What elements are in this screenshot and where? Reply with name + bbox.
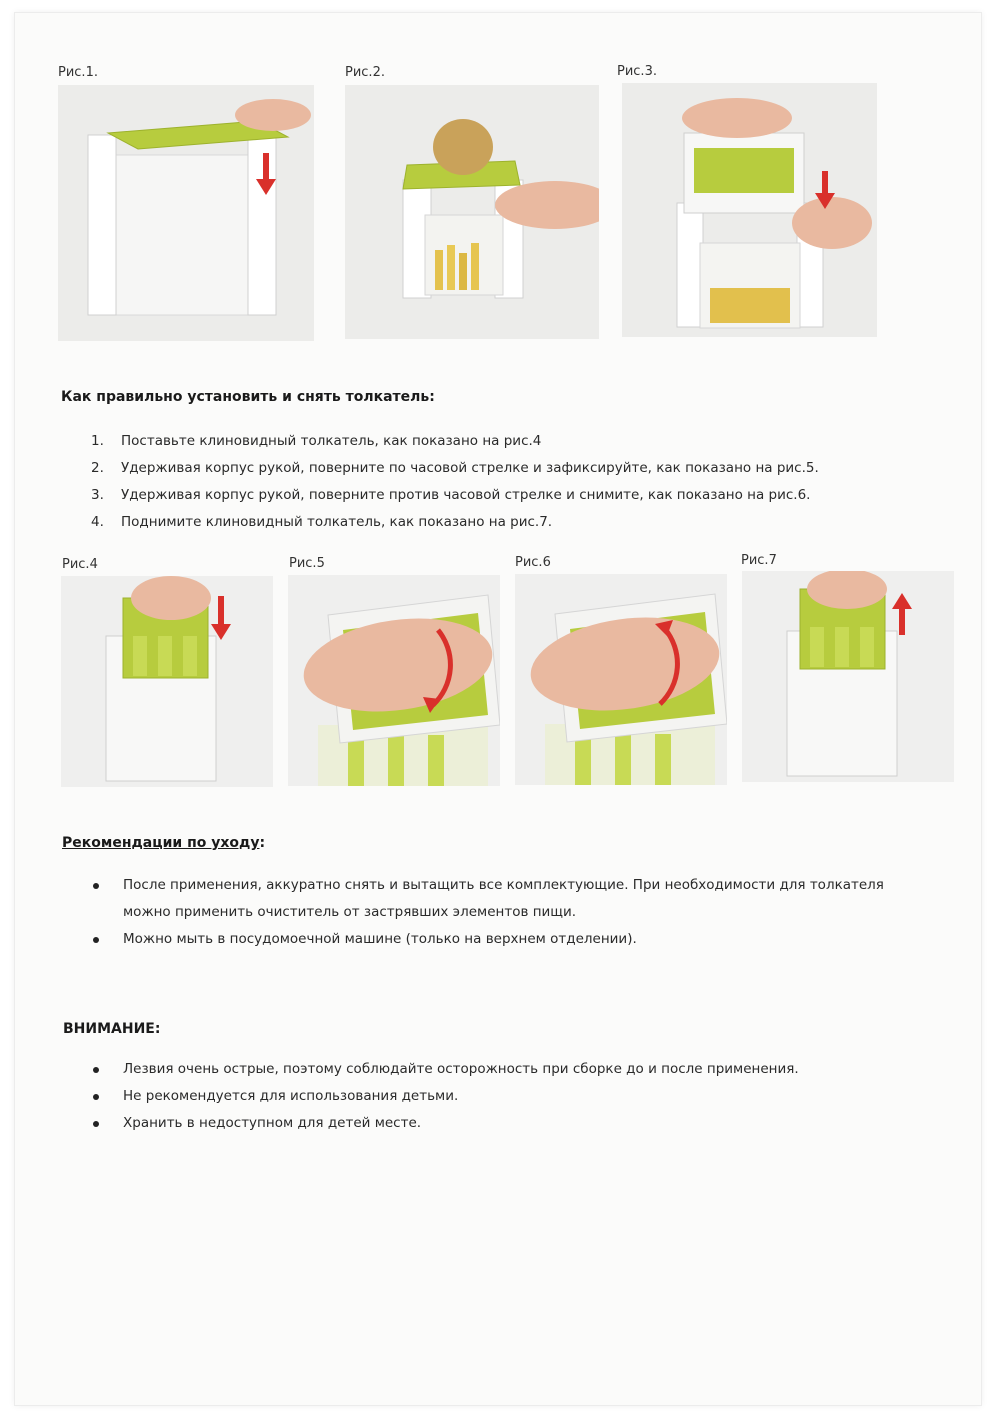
install-heading: Как правильно установить и снять толкатель: xyxy=(61,389,435,405)
step-number: 2. xyxy=(91,460,104,476)
figure-7-photo xyxy=(742,571,954,782)
figure-1-photo xyxy=(58,85,314,341)
figure-3-caption: Рис.3. xyxy=(617,64,657,79)
figure-6-photo xyxy=(515,574,727,785)
bullet-icon xyxy=(93,937,99,943)
care-item-text: После применения, аккуратно снять и вытащить все комплектующие. При необходимости для толкателя можно применить очиститель от застрявших элементов пищи. xyxy=(123,877,884,920)
figure-4-caption: Рис.4 xyxy=(62,557,98,572)
care-item-text: Можно мыть в посудомоечной машине (только на верхнем отделении). xyxy=(123,931,637,947)
figure-6-caption: Рис.6 xyxy=(515,555,551,570)
step-text: Удерживая корпус рукой, поверните против часовой стрелке и снимите, как показано на рис.6. xyxy=(121,487,811,503)
step-text: Удерживая корпус рукой, поверните по часовой стрелке и зафиксируйте, как показано на рис.5. xyxy=(121,460,819,476)
figure-5-photo xyxy=(288,575,500,786)
bullet-icon xyxy=(93,1121,99,1127)
step-number: 3. xyxy=(91,487,104,503)
warning-item-text: Не рекомендуется для использования детьми. xyxy=(123,1088,459,1104)
install-step xyxy=(91,509,921,536)
care-item xyxy=(93,926,893,953)
step-text: Поднимите клиновидный толкатель, как показано на рис.7. xyxy=(121,514,553,530)
care-item xyxy=(93,872,893,926)
install-step xyxy=(91,428,921,455)
warning-item xyxy=(93,1056,913,1083)
warning-item xyxy=(93,1110,913,1137)
step-number: 4. xyxy=(91,514,104,530)
figure-2-photo xyxy=(345,85,599,339)
bullet-icon xyxy=(93,1094,99,1100)
warning-item-text: Лезвия очень острые, поэтому соблюдайте осторожность при сборке до и после применения. xyxy=(123,1061,799,1077)
care-list xyxy=(93,872,893,953)
install-step xyxy=(91,482,921,509)
warning-item xyxy=(93,1083,913,1110)
warning-item-text: Хранить в недоступном для детей месте. xyxy=(123,1115,422,1131)
warning-list xyxy=(93,1056,913,1137)
care-heading-colon: : xyxy=(259,835,266,851)
care-heading-text: Рекомендации по уходу xyxy=(62,835,260,851)
warning-heading: ВНИМАНИЕ: xyxy=(63,1021,161,1037)
figure-1-caption: Рис.1. xyxy=(58,65,98,80)
care-heading xyxy=(62,835,265,851)
step-number: 1. xyxy=(91,433,104,449)
figure-5-caption: Рис.5 xyxy=(289,556,325,571)
figure-3-photo xyxy=(622,83,877,337)
figure-4-photo xyxy=(61,576,273,787)
install-step xyxy=(91,455,921,482)
figure-7-caption: Рис.7 xyxy=(741,553,777,568)
bullet-icon xyxy=(93,883,99,889)
step-text: Поставьте клиновидный толкатель, как показано на рис.4 xyxy=(121,433,542,449)
bullet-icon xyxy=(93,1067,99,1073)
figure-2-caption: Рис.2. xyxy=(345,65,385,80)
install-steps-list xyxy=(91,428,921,536)
